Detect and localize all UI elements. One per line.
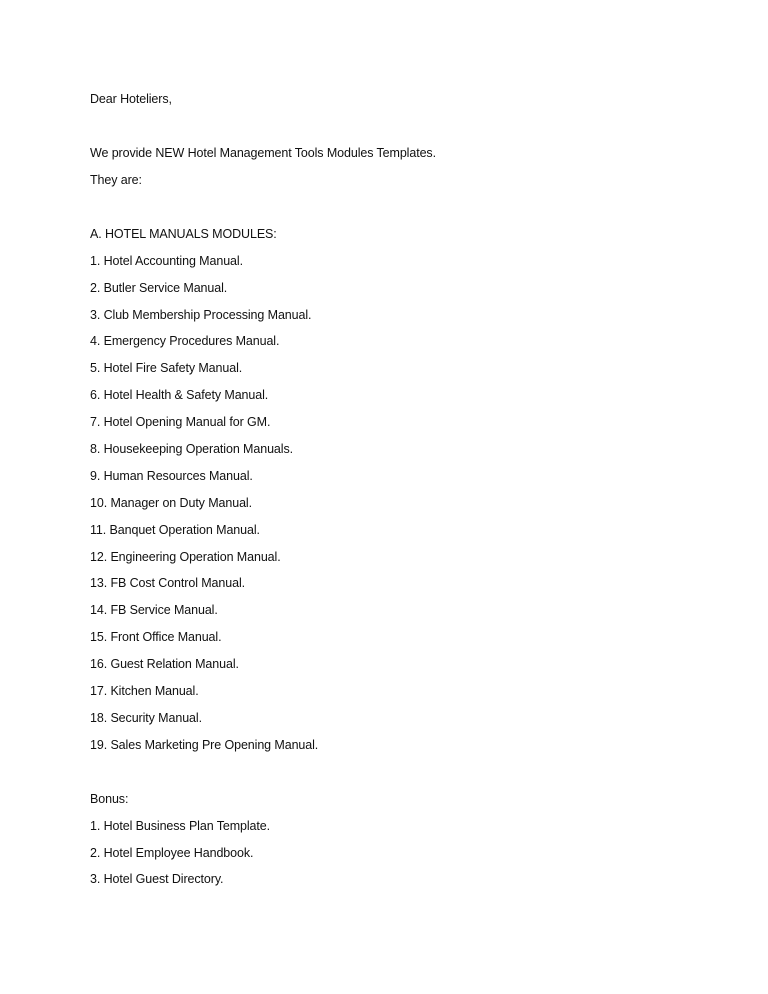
list-item: 2. Butler Service Manual.	[90, 281, 228, 295]
list-item: 1. Hotel Accounting Manual.	[90, 254, 243, 268]
list-item: 4. Emergency Procedures Manual.	[90, 334, 280, 348]
list-item: 14. FB Service Manual.	[90, 603, 218, 617]
list-item: 10. Manager on Duty Manual.	[90, 496, 252, 510]
list-item: 12. Engineering Operation Manual.	[90, 550, 281, 564]
bonus-heading: Bonus:	[90, 792, 129, 806]
intro-text: We provide NEW Hotel Management Tools Modules Templates.	[90, 146, 436, 160]
list-item: 8. Housekeeping Operation Manuals.	[90, 442, 293, 456]
they-are-text: They are:	[90, 173, 142, 187]
manuals-heading: A. HOTEL MANUALS MODULES:	[90, 227, 277, 241]
list-item: 9. Human Resources Manual.	[90, 469, 253, 483]
list-item: 3. Hotel Guest Directory.	[90, 872, 224, 886]
list-item: 15. Front Office Manual.	[90, 630, 222, 644]
list-item: 6. Hotel Health & Safety Manual.	[90, 388, 269, 402]
list-item: 7. Hotel Opening Manual for GM.	[90, 415, 271, 429]
list-item: 18. Security Manual.	[90, 711, 202, 725]
list-item: 19. Sales Marketing Pre Opening Manual.	[90, 738, 319, 752]
list-item: 17. Kitchen Manual.	[90, 684, 199, 698]
list-item: 11. Banquet Operation Manual.	[90, 523, 260, 537]
list-item: 16. Guest Relation Manual.	[90, 657, 239, 671]
list-item: 3. Club Membership Processing Manual.	[90, 308, 312, 322]
greeting: Dear Hoteliers,	[90, 92, 172, 106]
list-item: 2. Hotel Employee Handbook.	[90, 846, 254, 860]
list-item: 1. Hotel Business Plan Template.	[90, 819, 271, 833]
list-item: 5. Hotel Fire Safety Manual.	[90, 361, 243, 375]
list-item: 13. FB Cost Control Manual.	[90, 576, 246, 590]
